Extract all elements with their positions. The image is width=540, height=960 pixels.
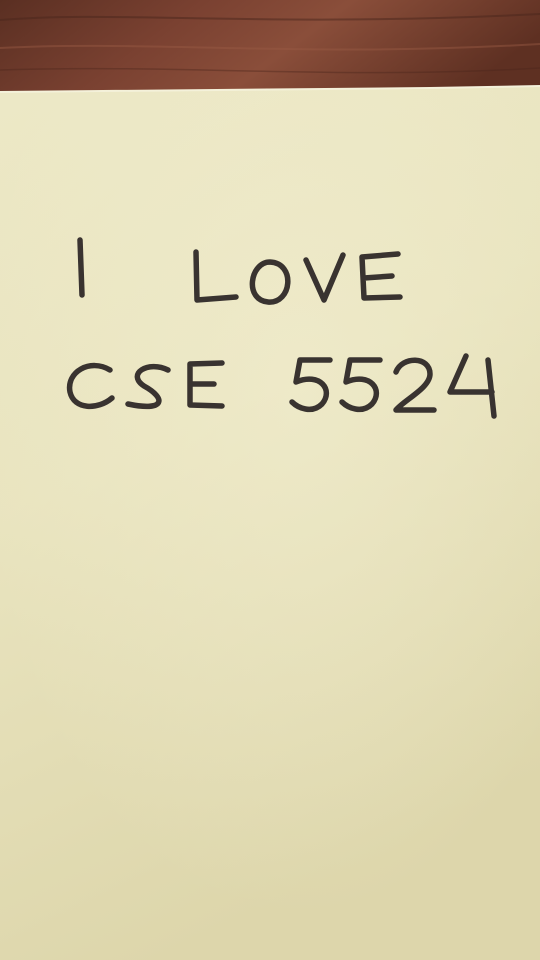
letter-i: [80, 240, 82, 295]
digit-2: [396, 360, 434, 410]
letter-l: [196, 252, 236, 300]
letter-e-1: [362, 254, 400, 298]
letter-v: [306, 255, 343, 300]
letter-c: [70, 366, 112, 407]
letter-e-2: [190, 363, 222, 406]
digit-4: [450, 356, 494, 416]
letter-s: [128, 367, 168, 407]
letter-o: [252, 262, 287, 302]
digit-5-1: [292, 360, 330, 409]
digit-5-2: [342, 360, 380, 409]
